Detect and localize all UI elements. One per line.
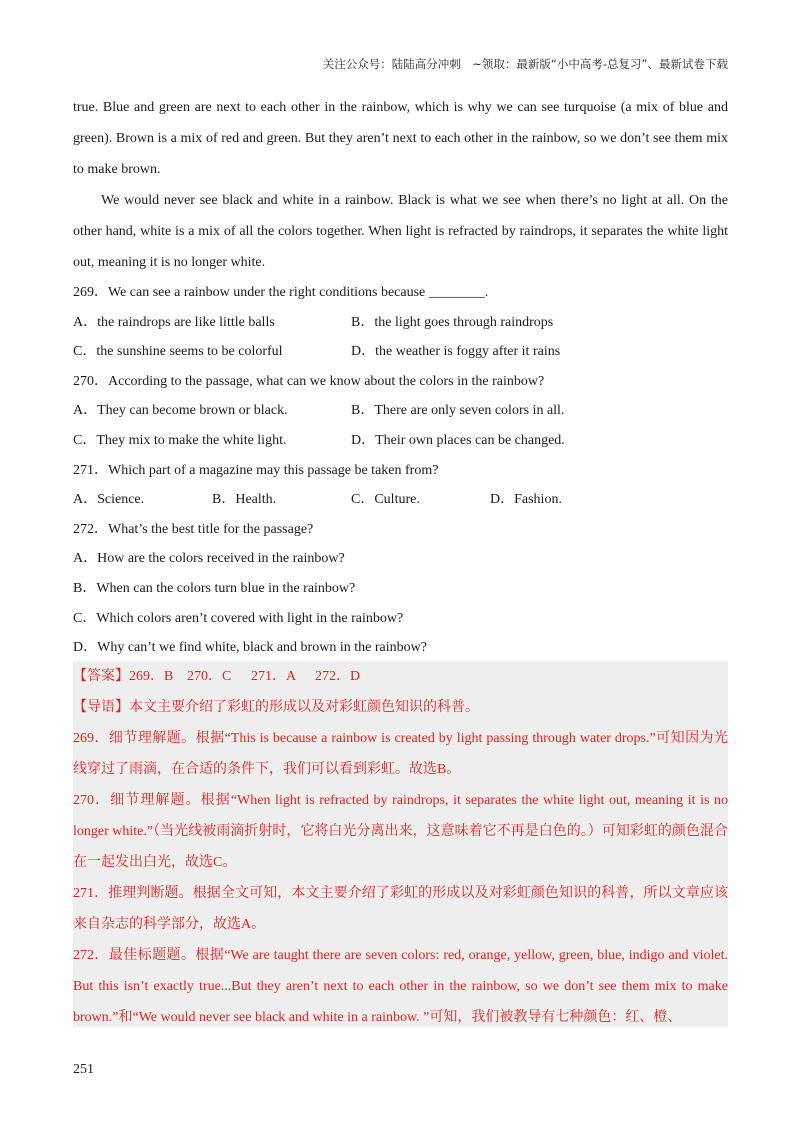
answer-271: 271．A bbox=[251, 669, 297, 684]
option-b: B．When can the colors turn blue in the rainbow? bbox=[73, 580, 356, 596]
explanation-269: 269．细节理解题。根据“This is because a rainbow is created by light passing through water drops.”可知因为光线穿过了雨滴，在合适的条件下，我们可以看到彩虹。故选B。 bbox=[73, 731, 728, 777]
answer-guide: 【导语】本文主要介绍了彩虹的形成以及对彩虹颜色知识的科普。 bbox=[73, 700, 479, 715]
explanation-272: 272．最佳标题题。根据“We are taught there are seven colors: red, orange, yellow, green, blue, indigo and violet. But this isn’t exactly true...But they aren’t next to each other in the rainbow, so we don’t see them mix to make brown.”和“We would never see black and white in a rainbow. ”可知，我们被教导有七种颜色：红、橙、 bbox=[73, 948, 728, 1025]
option-a: A．They can become brown or black. bbox=[73, 403, 288, 419]
question-stem: 269．We can see a rainbow under the right conditions because ________. bbox=[73, 285, 489, 300]
option-c: C．Which colors aren’t covered with light in the rainbow? bbox=[73, 610, 404, 626]
option-d: D．Fashion. bbox=[490, 492, 562, 508]
option-d: D．the weather is foggy after it rains bbox=[351, 344, 561, 360]
option-d: D．Their own places can be changed. bbox=[351, 432, 565, 448]
question-271 bbox=[73, 456, 728, 515]
option-c: C．They mix to make the white light. bbox=[73, 432, 287, 448]
option-row bbox=[73, 485, 728, 515]
page-header: 关注公众号：陆陆高分冲刺 ~领取：最新版“小中高考-总复习”、最新试卷下载 bbox=[322, 57, 728, 71]
document-body bbox=[73, 92, 728, 663]
page-number: 251 bbox=[73, 1062, 94, 1077]
option-a: A．How are the colors received in the rainbow? bbox=[73, 551, 345, 567]
answer-269: 269．B bbox=[129, 669, 174, 684]
option-c: C．the sunshine seems to be colorful bbox=[73, 344, 283, 360]
question-272 bbox=[73, 515, 728, 663]
option-b: B．Health. bbox=[212, 492, 277, 508]
option-b: B．the light goes through raindrops bbox=[351, 314, 554, 330]
option-row bbox=[73, 337, 728, 367]
passage-paragraph-2: We would never see black and white in a rainbow. Black is what we see when there’s no light at all. On the other hand, white is a mix of all the colors together. When light is refracted by raindrops, it separates the white light out, meaning it is no longer white. bbox=[73, 193, 728, 270]
option-a: A．Science. bbox=[73, 492, 145, 508]
passage-paragraph-1: true. Blue and green are next to each other in the rainbow, which is why we can see turquoise (a mix of blue and green). Brown is a mix of red and green. But they aren’t next to each other in the rainbow, so we don’t see them mix to make brown. bbox=[73, 100, 728, 177]
question-stem: 270．According to the passage, what can we know about the colors in the rainbow? bbox=[73, 373, 545, 389]
option-b: B．There are only seven colors in all. bbox=[351, 403, 565, 419]
option-row bbox=[73, 308, 728, 338]
explanation-270: 270．细节理解题。根据“When light is refracted by raindrops, it separates the white light out, meaning it is no longer white.”（当光线被雨滴折射时，它将白光分离出来，这意味着它不再是白色的。）可知彩虹的颜色混合在一起发出白光，故选C。 bbox=[73, 793, 728, 870]
answer-272: 272．D bbox=[315, 669, 361, 684]
explanation-271: 271．推理判断题。根据全文可知，本文主要介绍了彩虹的形成以及对彩虹颜色知识的科普，所以文章应该来自杂志的科学部分，故选A。 bbox=[73, 886, 728, 932]
question-stem: 272．What’s the best title for the passage? bbox=[73, 521, 314, 537]
answer-key bbox=[73, 661, 728, 692]
answer-section bbox=[73, 661, 728, 1033]
option-d: D．Why can’t we find white, black and brown in the rainbow? bbox=[73, 640, 427, 656]
option-a: A．the raindrops are like little balls bbox=[73, 314, 275, 330]
question-270 bbox=[73, 367, 728, 456]
question-stem: 271．Which part of a magazine may this passage be taken from? bbox=[73, 462, 439, 478]
option-row bbox=[73, 426, 728, 456]
answer-270: 270．C bbox=[187, 669, 232, 684]
question-269 bbox=[73, 278, 728, 367]
option-c: C．Culture. bbox=[351, 492, 420, 508]
answer-label: 【答案】 bbox=[73, 669, 129, 684]
option-row bbox=[73, 396, 728, 426]
